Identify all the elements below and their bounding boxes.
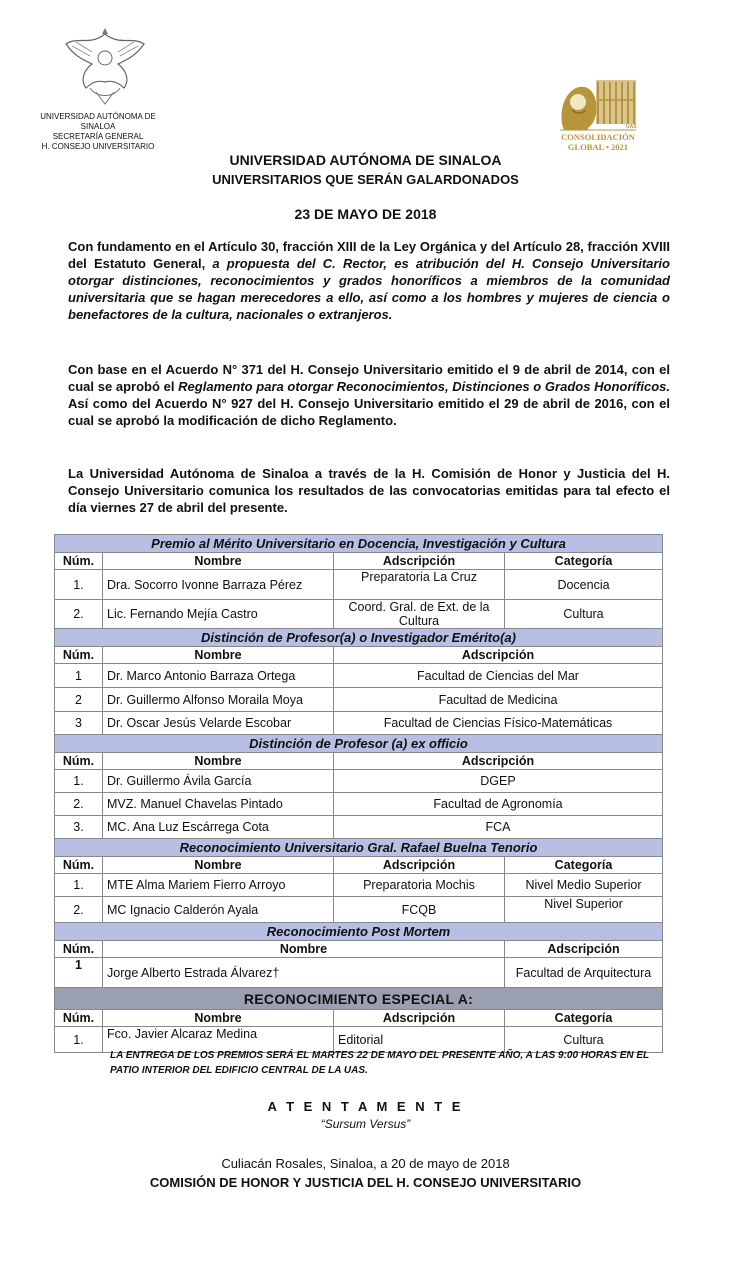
table-row — [55, 958, 663, 988]
table-row — [55, 897, 663, 923]
cell-name: Dr. Oscar Jesús Velarde Escobar — [103, 712, 334, 735]
col-header: Adscripción — [334, 1010, 505, 1027]
col-header: Nombre — [103, 1010, 334, 1027]
logo-text-global: GLOBAL • 2021 — [567, 142, 629, 152]
col-header: Núm. — [55, 553, 103, 570]
cell-num: 2. — [55, 897, 103, 923]
column-headers — [55, 1010, 663, 1027]
motto: “Sursum Versus” — [320, 1117, 411, 1131]
section-title: Reconocimiento Post Mortem — [55, 923, 663, 941]
cell-name: Dr. Marco Antonio Barraza Ortega — [103, 664, 334, 688]
cell-name: Jorge Alberto Estrada Álvarez† — [103, 958, 505, 988]
column-headers — [55, 941, 663, 958]
col-header: Núm. — [55, 647, 103, 664]
table-row — [55, 770, 663, 793]
cell-adscripcion: Preparatoria Mochis — [334, 874, 505, 897]
uas-seal-logo — [60, 26, 150, 108]
section-title: Reconocimiento Universitario Gral. Rafael Buelna Tenorio — [55, 839, 663, 857]
document-subtitle: UNIVERSITARIOS QUE SERÁN GALARDONADOS — [212, 172, 519, 187]
cell-adscripcion: Facultad de Ciencias Físico-Matemáticas — [334, 712, 663, 735]
table-row — [55, 664, 663, 688]
cell-num: 1. — [55, 570, 103, 600]
col-header: Adscripción — [334, 753, 663, 770]
organization-block — [28, 112, 168, 152]
cell-categoria: Cultura — [505, 1027, 663, 1053]
table-row — [55, 570, 663, 600]
cell-adscripcion: DGEP — [334, 770, 663, 793]
cell-adscripcion: Facultad de Agronomía — [334, 793, 663, 816]
cell-categoria: Nivel Superior — [505, 897, 663, 923]
paragraph-acuerdo — [68, 361, 670, 429]
col-header: Nombre — [103, 941, 505, 958]
col-header: Núm. — [55, 941, 103, 958]
table-row — [55, 816, 663, 839]
cell-adscripcion: Editorial — [334, 1027, 505, 1053]
col-header: Categoría — [505, 857, 663, 874]
cell-name: MVZ. Manuel Chavelas Pintado — [103, 793, 334, 816]
cell-adscripcion: FCQB — [334, 897, 505, 923]
cell-adscripcion: FCA — [334, 816, 663, 839]
section-header-special — [55, 988, 663, 1010]
consolidacion-global-logo — [558, 70, 638, 156]
cell-num: 2 — [55, 688, 103, 712]
cell-adscripcion: Facultad de Medicina — [334, 688, 663, 712]
cell-name: Dr. Guillermo Alfonso Moraila Moya — [103, 688, 334, 712]
cell-num: 1 — [55, 664, 103, 688]
section-title: Premio al Mérito Universitario en Docencia, Investigación y Cultura — [55, 535, 663, 553]
document-date: 23 DE MAYO DE 2018 — [294, 206, 437, 222]
col-header: Nombre — [103, 553, 334, 570]
section-title: Distinción de Profesor (a) ex officio — [55, 735, 663, 753]
paragraph-text: Así como del Acuerdo N° 927 del H. Consejo Universitario emitido el 29 de abril de 2016, con el cual se aprobó la modificación de dicho Reglamento. — [68, 396, 670, 428]
place-date: Culiacán Rosales, Sinaloa, a 20 de mayo de 2018 — [221, 1156, 510, 1171]
column-headers — [55, 647, 663, 664]
section-header — [55, 839, 663, 857]
col-header: Adscripción — [505, 941, 663, 958]
cell-adscripcion: Facultad de Arquitectura — [505, 958, 663, 988]
cell-name: Dra. Socorro Ivonne Barraza Pérez — [103, 570, 334, 600]
committee-signature: COMISIÓN DE HONOR Y JUSTICIA DEL H. CONSEJO UNIVERSITARIO — [149, 1175, 582, 1190]
col-header: Nombre — [103, 753, 334, 770]
table-row — [55, 793, 663, 816]
cell-name: MTE Alma Mariem Fierro Arroyo — [103, 874, 334, 897]
org-line: H. CONSEJO UNIVERSITARIO — [41, 142, 155, 151]
cell-name: Fco. Javier Alcaraz Medina — [103, 1027, 334, 1053]
org-line: UNIVERSIDAD AUTÓNOMA DE — [40, 112, 156, 121]
col-header: Adscripción — [334, 647, 663, 664]
cell-adscripcion: Facultad de Ciencias del Mar — [334, 664, 663, 688]
cell-name: Dr. Guillermo Ávila García — [103, 770, 334, 793]
delivery-note: LA ENTREGA DE LOS PREMIOS SERÁ EL MARTES 22 DE MAYO DEL PRESENTE AÑO, A LAS 9:00 HORAS EN EL PATIO INTERIOR DEL EDIFICIO CENTRAL DE LA UAS. — [110, 1050, 649, 1076]
closing-atentamente: A T E N T A M E N T E — [267, 1099, 464, 1114]
col-header: Nombre — [103, 647, 334, 664]
section-title: Distinción de Profesor(a) o Investigador Emérito(a) — [55, 629, 663, 647]
col-header: Núm. — [55, 857, 103, 874]
cell-name: Lic. Fernando Mejía Castro — [103, 600, 334, 629]
cell-name: MC Ignacio Calderón Ayala — [103, 897, 334, 923]
paragraph-text-italic: a propuesta del C. Rector, es atribución del H. Consejo Universitario otorgar distinciones, reconocimientos y grados honoríficos a miembros de la comunidad universitaria que se hagan merecedores a ello, así como a los hombres y mujeres de ciencia o benefactores de la cultura, nacionales o extranjeros. — [68, 256, 670, 322]
paragraph-text: Con base en el Acuerdo N° 371 del H. Consejo Universitario emitido el 9 de abril de 2014, con el cual se aprobó el — [68, 362, 670, 394]
table-row — [55, 600, 663, 629]
col-header: Núm. — [55, 1010, 103, 1027]
column-headers — [55, 753, 663, 770]
awards-table — [54, 534, 663, 1053]
cell-num: 2. — [55, 600, 103, 629]
svg-text:UAS: UAS — [626, 124, 637, 130]
cell-num: 1. — [55, 874, 103, 897]
cell-num: 2. — [55, 793, 103, 816]
cell-adscripcion: Preparatoria La Cruz — [334, 570, 505, 600]
cell-categoria: Docencia — [505, 570, 663, 600]
section-header — [55, 629, 663, 647]
document-title: UNIVERSIDAD AUTÓNOMA DE SINALOA — [229, 152, 502, 168]
col-header: Nombre — [103, 857, 334, 874]
paragraph-text-italic: Reglamento para otorgar Reconocimientos, Distinciones o Grados Honoríficos. — [178, 379, 670, 394]
column-headers — [55, 857, 663, 874]
paragraph-fundamento — [68, 238, 670, 323]
cell-categoria: Cultura — [505, 600, 663, 629]
section-header — [55, 735, 663, 753]
section-header — [55, 923, 663, 941]
col-header: Categoría — [505, 1010, 663, 1027]
table-row — [55, 874, 663, 897]
logo-text-consolidacion: CONSOLIDACIÓN — [561, 132, 635, 142]
section-title: RECONOCIMIENTO ESPECIAL A: — [55, 988, 663, 1010]
cell-num: 1. — [55, 770, 103, 793]
paragraph-text: Con fundamento en el Artículo 30, fracción XIII de la Ley Orgánica y del Artículo 28, fracción XVIII del Estatuto General, — [68, 239, 670, 271]
cell-categoria: Nivel Medio Superior — [505, 874, 663, 897]
col-header: Categoría — [505, 553, 663, 570]
cell-num: 3 — [55, 712, 103, 735]
cell-adscripcion: Coord. Gral. de Ext. de la Cultura — [334, 600, 505, 629]
col-header: Núm. — [55, 753, 103, 770]
org-line: SECRETARÍA GENERAL — [52, 132, 144, 141]
col-header: Adscripción — [334, 857, 505, 874]
table-row — [55, 712, 663, 735]
section-header — [55, 535, 663, 553]
col-header: Adscripción — [334, 553, 505, 570]
cell-num: 1. — [55, 1027, 103, 1053]
column-headers — [55, 553, 663, 570]
cell-name: MC. Ana Luz Escárrega Cota — [103, 816, 334, 839]
org-line: SINALOA — [80, 122, 116, 131]
paragraph-comunicado: La Universidad Autónoma de Sinaloa a través de la H. Comisión de Honor y Justicia del H. Consejo Universitario comunica los resultados de las convocatorias emitidas para tal efecto el día viernes 27 de abril del presente. — [68, 466, 670, 515]
cell-num: 1 — [55, 958, 103, 988]
table-row — [55, 688, 663, 712]
cell-num: 3. — [55, 816, 103, 839]
